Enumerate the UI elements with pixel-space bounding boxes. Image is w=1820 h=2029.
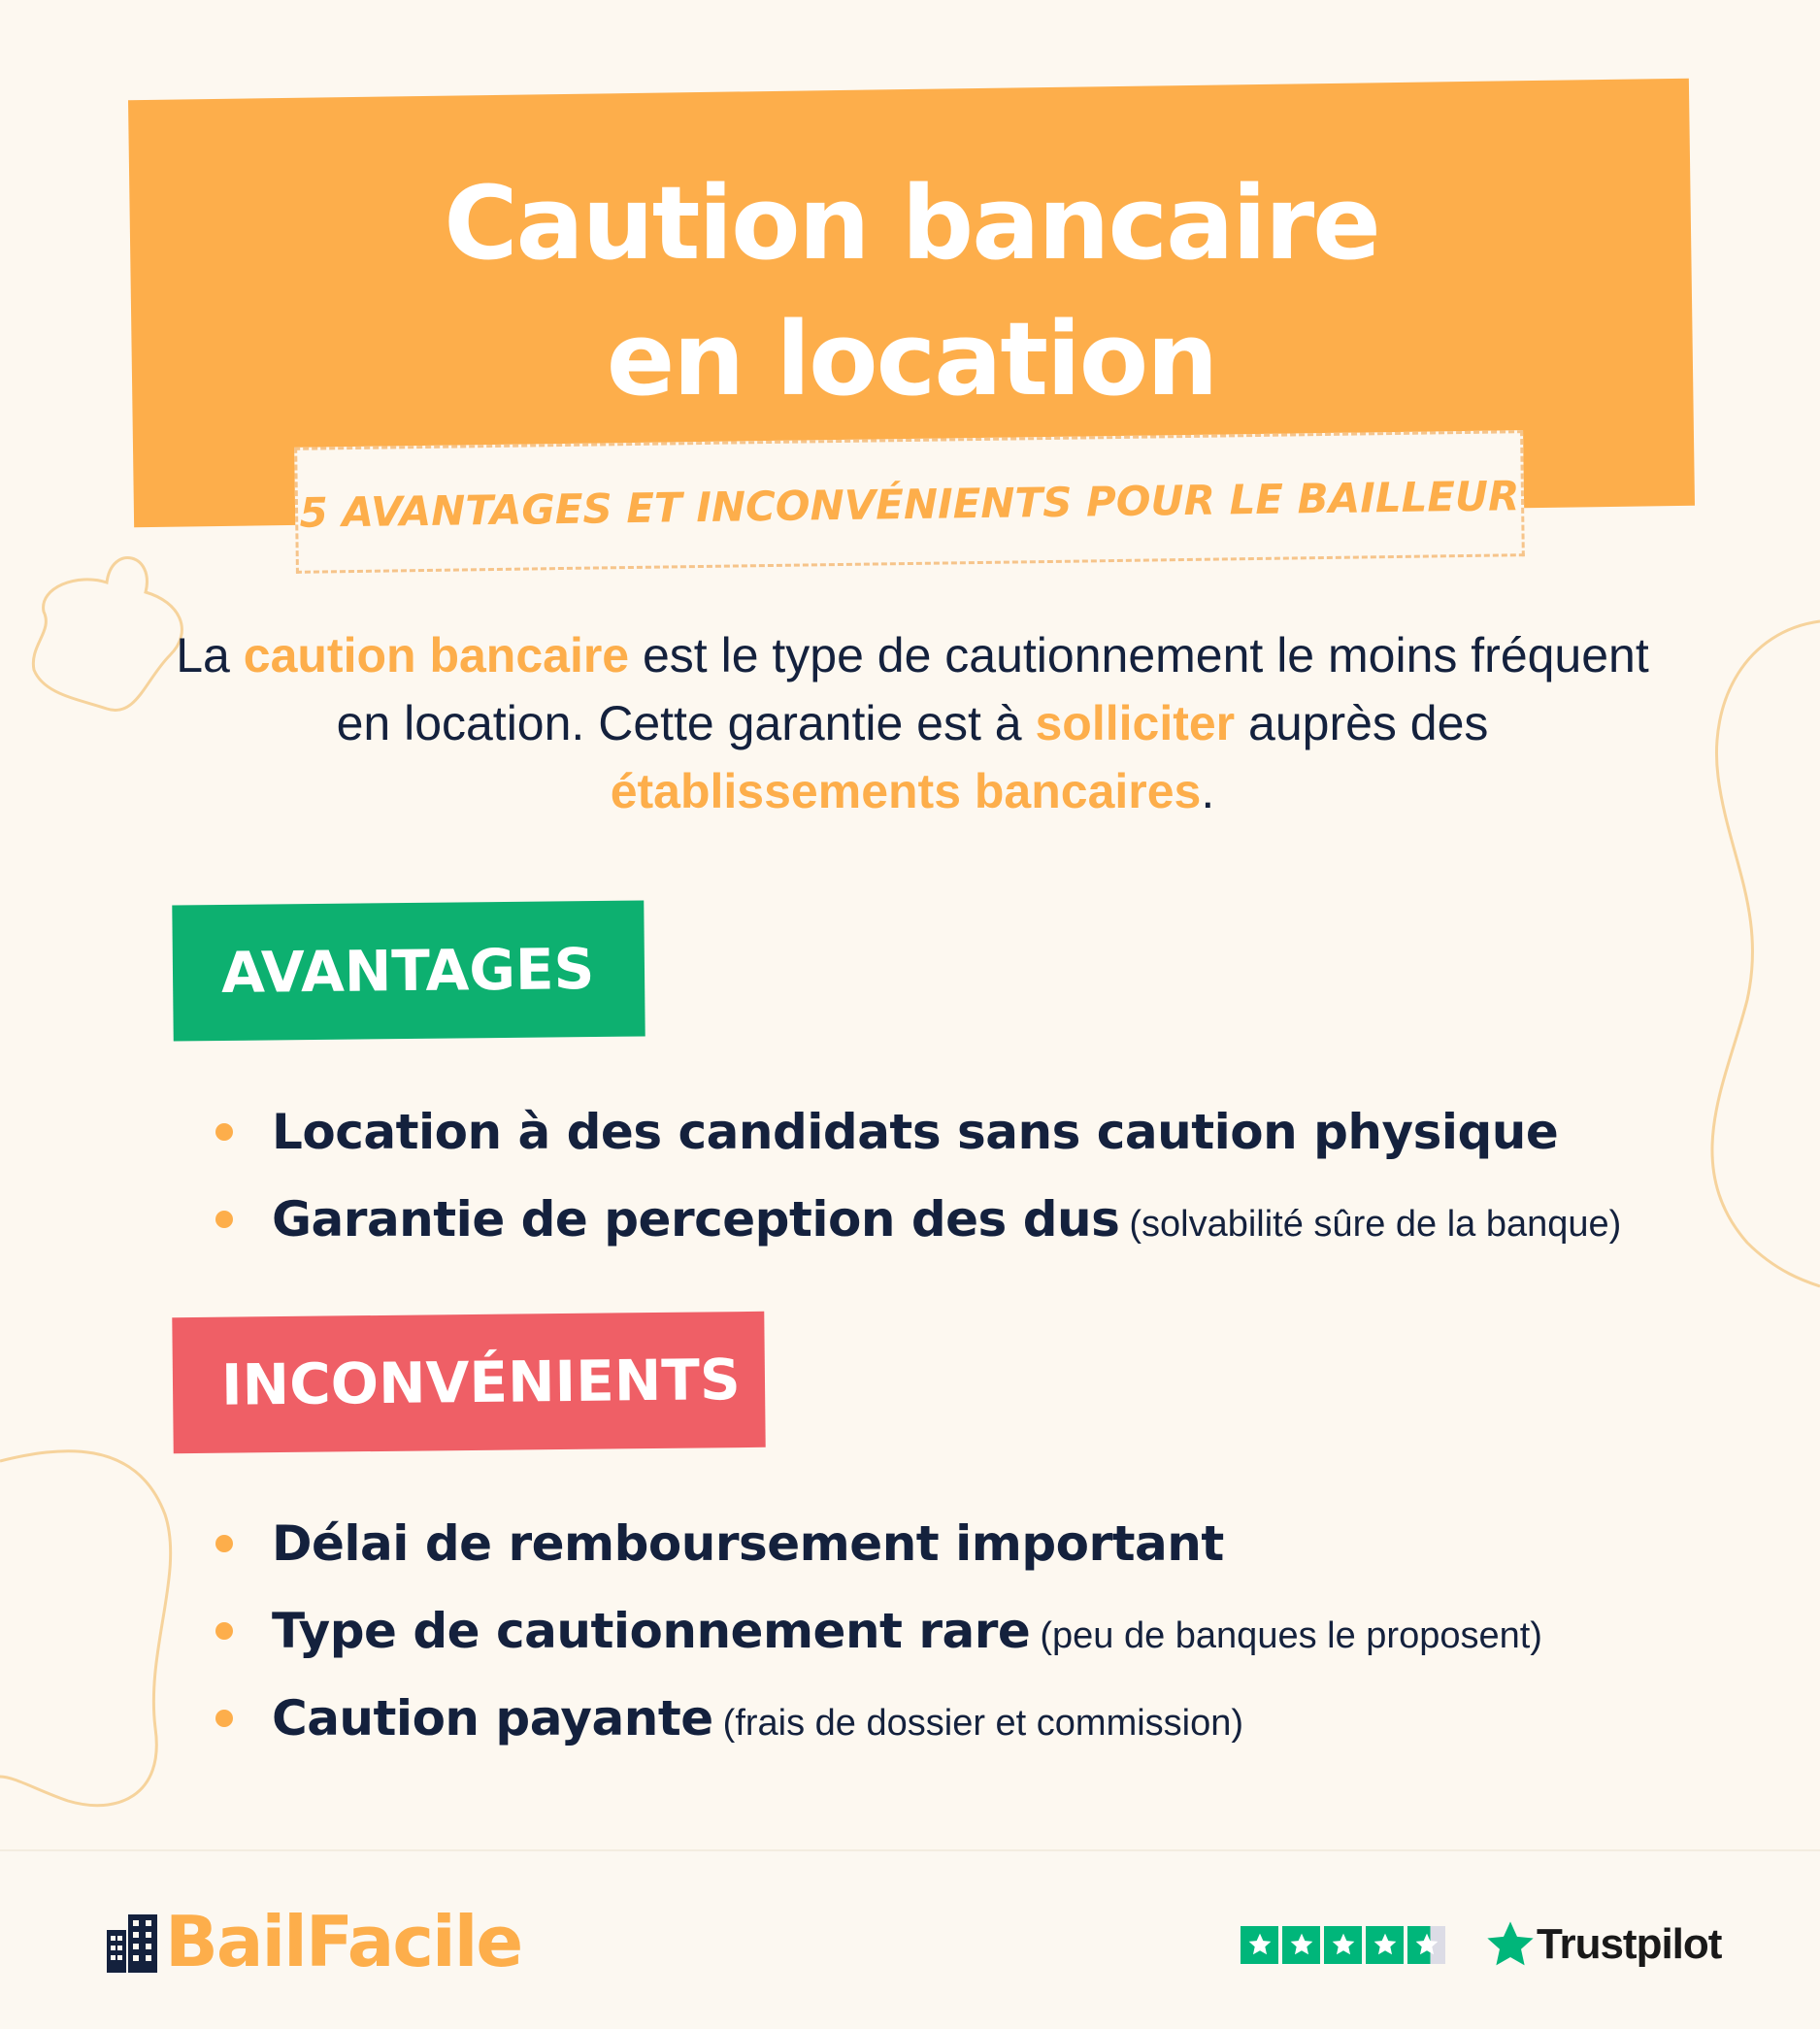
intro-text: auprès des [1235, 696, 1489, 750]
list-item [214, 1674, 1542, 1761]
intro-highlight: solliciter [1035, 696, 1236, 750]
bullet-dot [215, 1211, 233, 1228]
intro-text: La [176, 628, 244, 682]
rating-star-icon [1241, 1926, 1278, 1964]
item-note: (frais de dossier et commission) [722, 1703, 1244, 1744]
rating-star-icon [1366, 1926, 1404, 1964]
trustpilot-logo [1484, 1918, 1721, 1971]
avantages-label: AVANTAGES [172, 900, 645, 1041]
brand-name: BailFacile [165, 1901, 522, 1982]
page-title [131, 155, 1692, 427]
trustpilot-text: Trustpilot [1537, 1920, 1722, 1968]
building-logo-icon [107, 1911, 157, 1973]
trustpilot-badge[interactable] [1241, 1911, 1721, 1979]
rating-stars [1241, 1926, 1445, 1964]
list-item [214, 1499, 1542, 1586]
intro-text: . [1201, 764, 1215, 818]
brand-logo[interactable] [107, 1898, 521, 1985]
rating-star-icon [1324, 1926, 1362, 1964]
bullet-dot [215, 1710, 233, 1727]
title-line-2: en location [606, 300, 1217, 418]
rating-star-icon [1282, 1926, 1320, 1964]
list-item [214, 1087, 1621, 1175]
item-strong: Garantie de perception des dus [272, 1191, 1120, 1247]
item-note: (peu de banques le proposent) [1040, 1615, 1542, 1656]
inconvenients-list [214, 1499, 1542, 1761]
item-strong: Type de cautionnement rare [272, 1603, 1031, 1659]
intro-highlight: caution bancaire [243, 628, 630, 682]
item-note: (solvabilité sûre de la banque) [1129, 1204, 1622, 1245]
item-strong: Délai de remboursement important [272, 1515, 1224, 1572]
intro-paragraph [165, 621, 1660, 825]
bullet-dot [215, 1535, 233, 1552]
item-strong: Caution payante [272, 1690, 713, 1746]
item-strong: Location à des candidats sans caution physique [272, 1104, 1559, 1160]
list-item [214, 1586, 1542, 1674]
trustpilot-star-icon [1484, 1918, 1537, 1971]
intro-highlight: établissements bancaires [610, 764, 1202, 818]
intro-text: est le type de cautionnement le moins fréquent en location. Cette garantie est à [336, 628, 1649, 750]
list-item [214, 1175, 1621, 1262]
title-line-1: Caution bancaire [444, 164, 1379, 283]
inconvenients-label: INCONVÉNIENTS [172, 1312, 765, 1453]
bullet-dot [215, 1622, 233, 1640]
bullet-dot [215, 1123, 233, 1141]
avantages-list [214, 1087, 1621, 1262]
rating-star-icon [1407, 1926, 1445, 1964]
subtitle: 5 AVANTAGES ET INCONVÉNIENTS POUR LE BAILLEUR [299, 472, 1520, 537]
